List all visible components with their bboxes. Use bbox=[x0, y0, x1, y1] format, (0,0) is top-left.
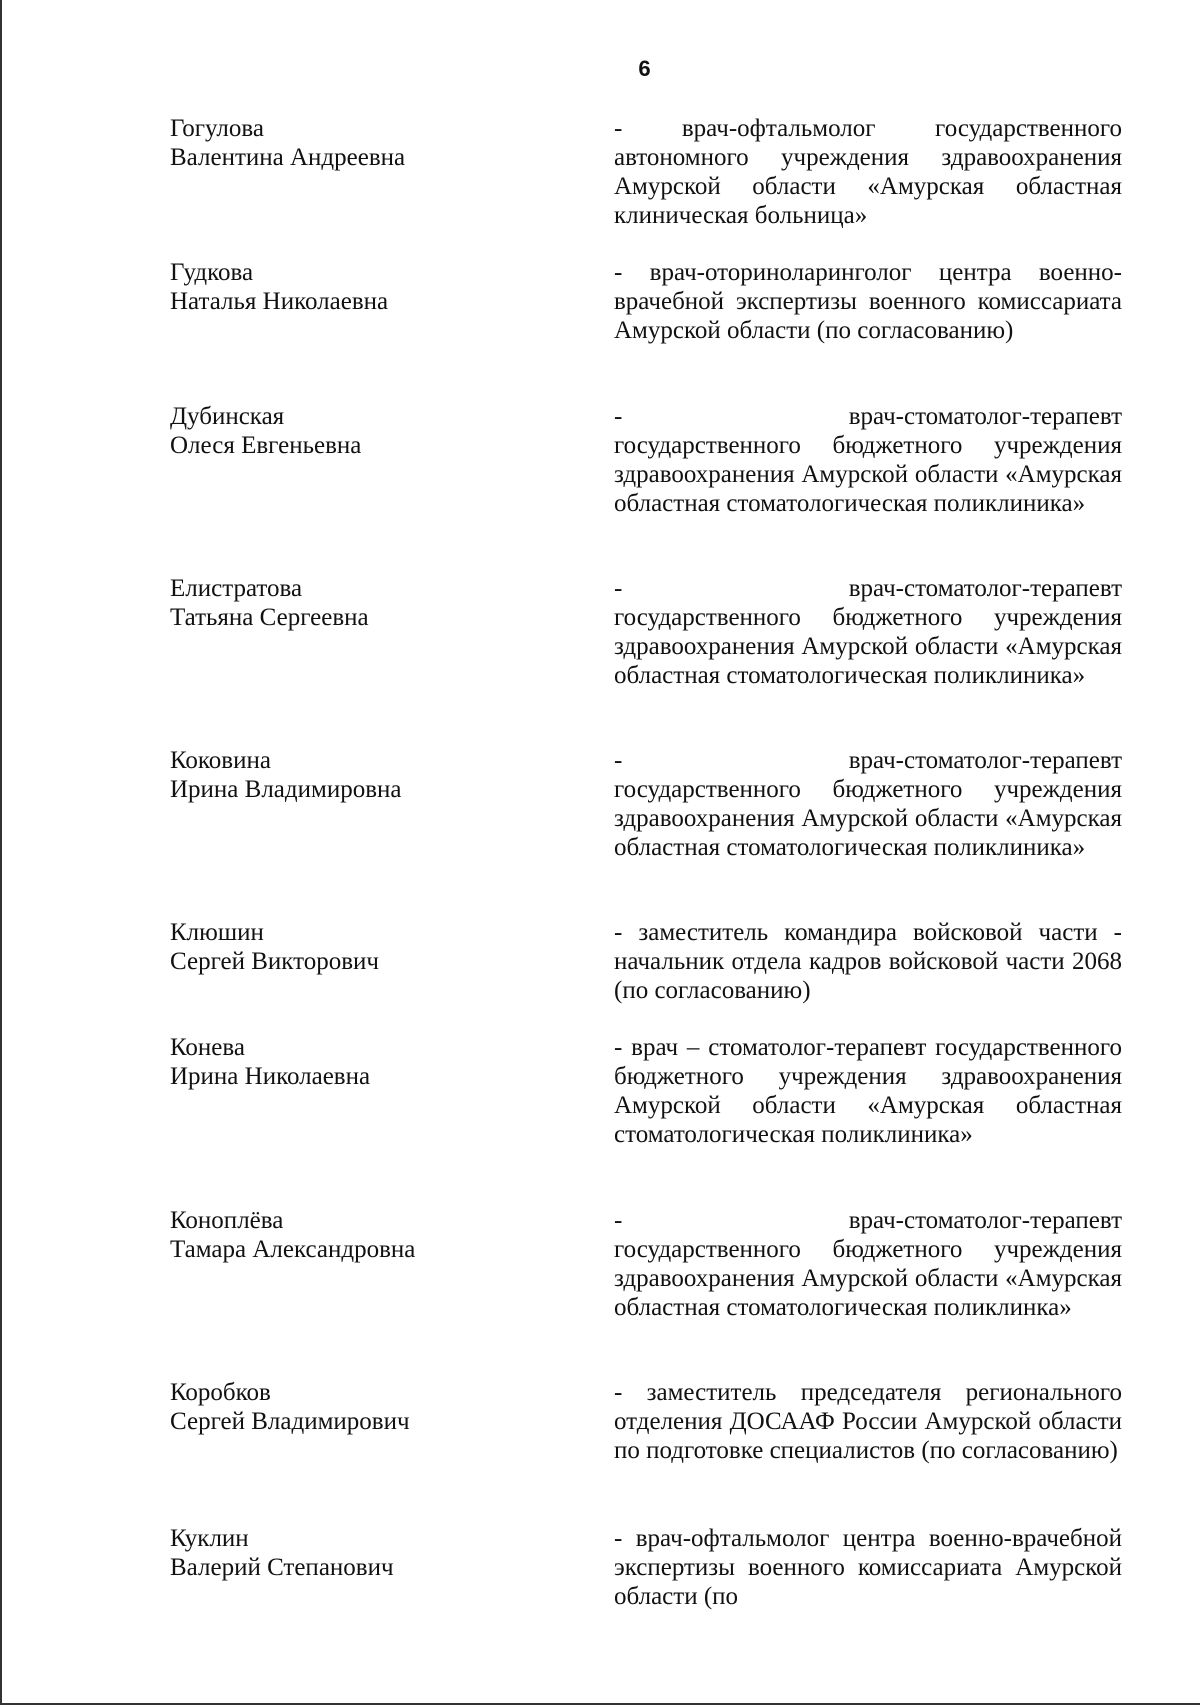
person-name bbox=[170, 918, 590, 976]
person-name bbox=[170, 1206, 590, 1264]
surname: Коробков bbox=[170, 1379, 271, 1406]
given-names: Татьяна Сергеевна bbox=[170, 604, 369, 631]
surname: Клюшин bbox=[170, 919, 264, 946]
person-name bbox=[170, 746, 590, 804]
person-name bbox=[170, 1033, 590, 1091]
surname: Коковина bbox=[170, 747, 271, 774]
page-number: 6 bbox=[638, 56, 651, 81]
given-names: Ирина Владимировна bbox=[170, 776, 402, 803]
surname: Гудкова bbox=[170, 259, 254, 286]
surname: Елистратова bbox=[170, 575, 303, 602]
given-names: Наталья Николаевна bbox=[170, 288, 389, 315]
person-name bbox=[170, 402, 590, 460]
position-organization: государственного бюджетного учреждения здравоохранения Амурской области «Амурская областная стоматологическая поликлиника» bbox=[614, 604, 1122, 689]
position-description bbox=[614, 402, 1122, 518]
position-description: - заместитель командира войсковой части - начальник отдела кадров войсковой части 2068 (по согласованию) bbox=[614, 919, 1122, 1004]
position-lead-line bbox=[614, 402, 1122, 431]
position-lead-line bbox=[614, 746, 1122, 775]
dash: - bbox=[614, 575, 623, 602]
surname: Куклин bbox=[170, 1525, 249, 1552]
dash: - bbox=[614, 747, 623, 774]
position-title: врач-стоматолог-терапевт bbox=[848, 403, 1122, 430]
person-name bbox=[170, 574, 590, 632]
surname: Дубинская bbox=[170, 403, 285, 430]
person-name bbox=[170, 258, 590, 316]
position-description: - врач-офтальмолог государственного автономного учреждения здравоохранения Амурской области «Амурская областная клиническая больница» bbox=[614, 115, 1122, 229]
position-description bbox=[614, 1206, 1122, 1322]
position-description bbox=[614, 574, 1122, 690]
given-names: Сергей Владимирович bbox=[170, 1408, 410, 1435]
dash: - bbox=[614, 1207, 623, 1234]
position-description: - врач-оториноларинголог центра военно-врачебной экспертизы военного комиссариата Амурской области (по согласованию) bbox=[614, 259, 1122, 344]
person-name bbox=[170, 1524, 590, 1582]
position-description: - заместитель председателя регионального отделения ДОСААФ России Амурской области по подготовке специалистов (по согласованию) bbox=[614, 1379, 1122, 1464]
person-name bbox=[170, 114, 590, 172]
given-names: Олеся Евгеньевна bbox=[170, 432, 362, 459]
position-organization: государственного бюджетного учреждения здравоохранения Амурской области «Амурская областная стоматологическая поликлиника» bbox=[614, 432, 1122, 517]
surname: Гогулова bbox=[170, 115, 264, 142]
position-description: - врач-офтальмолог центра военно-врачебной экспертизы военного комиссариата Амурской области (по bbox=[614, 1525, 1122, 1610]
position-organization: государственного бюджетного учреждения здравоохранения Амурской области «Амурская областная стоматологическая поликлинка» bbox=[614, 1236, 1122, 1321]
given-names: Ирина Николаевна bbox=[170, 1063, 371, 1090]
person-name bbox=[170, 1378, 590, 1436]
given-names: Валерий Степанович bbox=[170, 1554, 394, 1581]
position-organization: государственного бюджетного учреждения здравоохранения Амурской области «Амурская областная стоматологическая поликлиника» bbox=[614, 776, 1122, 861]
position-description: - врач – стоматолог-терапевт государственного бюджетного учреждения здравоохранения Амурской области «Амурская областная стоматологическая поликлиника» bbox=[614, 1034, 1122, 1148]
given-names: Сергей Викторович bbox=[170, 948, 379, 975]
given-names: Валентина Андреевна bbox=[170, 144, 406, 171]
position-description bbox=[614, 746, 1122, 862]
position-title: врач-стоматолог-терапевт bbox=[848, 575, 1122, 602]
position-title: врач-стоматолог-терапевт bbox=[848, 1207, 1122, 1234]
position-lead-line bbox=[614, 1206, 1122, 1235]
position-title: врач-стоматолог-терапевт bbox=[848, 747, 1122, 774]
surname: Конева bbox=[170, 1034, 245, 1061]
given-names: Тамара Александровна bbox=[170, 1236, 416, 1263]
position-lead-line bbox=[614, 574, 1122, 603]
dash: - bbox=[614, 403, 623, 430]
surname: Коноплёва bbox=[170, 1207, 284, 1234]
